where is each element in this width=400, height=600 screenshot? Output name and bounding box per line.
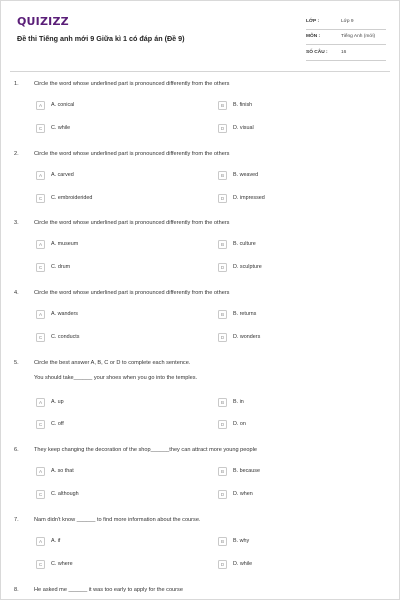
option-d[interactable] xyxy=(218,193,265,203)
option-a[interactable] xyxy=(36,100,74,110)
option-b[interactable] xyxy=(218,397,244,407)
meta-key: MÔN : xyxy=(306,34,321,40)
option-text: A. so that xyxy=(51,468,74,474)
option-text: C. where xyxy=(51,561,73,567)
option-text: B. finish xyxy=(233,102,253,108)
option-text: C. although xyxy=(51,491,79,497)
option-letter-box: D xyxy=(218,124,227,133)
option-c[interactable] xyxy=(36,123,70,133)
option-d[interactable] xyxy=(218,123,254,133)
option-b[interactable] xyxy=(218,100,252,110)
option-letter-box: A xyxy=(36,240,45,249)
option-text: D. wonders xyxy=(233,334,261,340)
question-number: 8. xyxy=(14,587,19,593)
option-text: C. while xyxy=(51,125,71,131)
option-text: B. why xyxy=(233,538,250,544)
option-letter-box: C xyxy=(36,560,45,569)
meta-value: 16 xyxy=(341,49,347,55)
option-c[interactable] xyxy=(36,332,79,342)
option-d[interactable] xyxy=(218,332,260,342)
option-letter-box: C xyxy=(36,490,45,499)
option-text: C. off xyxy=(51,421,64,427)
meta-row-class xyxy=(306,14,386,30)
meta-key: SỐ CÂU : xyxy=(306,49,328,55)
option-letter-box: D xyxy=(218,560,227,569)
question-number: 6. xyxy=(14,447,19,453)
option-text: B. culture xyxy=(233,241,256,247)
meta-key: LỚP : xyxy=(306,18,320,24)
option-text: D. when xyxy=(233,491,253,497)
option-text: D. sculpture xyxy=(233,264,262,270)
option-letter-box: C xyxy=(36,263,45,272)
option-text: D. on xyxy=(233,421,246,427)
option-letter-box: A xyxy=(36,310,45,319)
option-letter-box: B xyxy=(218,240,227,249)
option-letter-box: B xyxy=(218,537,227,546)
meta-row-count xyxy=(306,45,386,61)
option-c[interactable] xyxy=(36,262,70,272)
option-a[interactable] xyxy=(36,466,74,476)
header-divider xyxy=(10,71,390,72)
option-text: A. conical xyxy=(51,102,75,108)
option-letter-box: B xyxy=(218,101,227,110)
option-b[interactable] xyxy=(218,239,256,249)
option-b[interactable] xyxy=(218,536,249,546)
option-text: B. because xyxy=(233,468,260,474)
question-text: Circle the best answer A, B, C or D to complete each sentence. xyxy=(34,360,191,366)
question-sentence: You should take______ your shoes when you go into the temples. xyxy=(34,375,198,381)
question-number: 5. xyxy=(14,360,19,366)
option-b[interactable] xyxy=(218,170,258,180)
question-text: They keep changing the decoration of the shop______they can attract more young people xyxy=(34,447,257,453)
question-number: 4. xyxy=(14,290,19,296)
meta-table xyxy=(306,14,386,61)
option-letter-box: D xyxy=(218,263,227,272)
question-text: Circle the word whose underlined part is pronounced differently from the others xyxy=(34,290,230,296)
option-c[interactable] xyxy=(36,419,64,429)
option-d[interactable] xyxy=(218,419,246,429)
question-number: 2. xyxy=(14,151,19,157)
option-text: A. if xyxy=(51,538,61,544)
question-text: Circle the word whose underlined part is pronounced differently from the others xyxy=(34,81,230,87)
document-title: Đề thi Tiếng anh mới 9 Giữa kì 1 có đáp án (Đề 9) xyxy=(17,34,185,43)
option-letter-box: A xyxy=(36,101,45,110)
option-letter-box: C xyxy=(36,333,45,342)
option-text: C. embroiderided xyxy=(51,195,93,201)
question-text: Nam didn't know ______ to find more information about the course. xyxy=(34,517,201,523)
option-text: B. in xyxy=(233,399,244,405)
meta-value: Lớp 9 xyxy=(341,18,354,24)
quizizz-logo: QUIZIZZ xyxy=(17,15,69,28)
option-letter-box: C xyxy=(36,194,45,203)
option-d[interactable] xyxy=(218,489,253,499)
option-letter-box: A xyxy=(36,467,45,476)
option-d[interactable] xyxy=(218,262,262,272)
option-b[interactable] xyxy=(218,466,260,476)
option-text: A. up xyxy=(51,399,64,405)
option-a[interactable] xyxy=(36,239,78,249)
option-d[interactable] xyxy=(218,559,252,569)
option-text: D. impressed xyxy=(233,195,265,201)
question-number: 7. xyxy=(14,517,19,523)
option-text: A. carved xyxy=(51,172,74,178)
option-text: B. weaved xyxy=(233,172,259,178)
option-text: C. conducts xyxy=(51,334,80,340)
question-text: He asked me ______ it was too early to apply for the course xyxy=(34,587,183,593)
question-text: Circle the word whose underlined part is pronounced differently from the others xyxy=(34,151,230,157)
option-letter-box: B xyxy=(218,467,227,476)
option-a[interactable] xyxy=(36,397,64,407)
option-letter-box: B xyxy=(218,171,227,180)
question-number: 1. xyxy=(14,81,19,87)
meta-row-subject xyxy=(306,30,386,46)
option-c[interactable] xyxy=(36,193,92,203)
option-a[interactable] xyxy=(36,309,78,319)
option-letter-box: A xyxy=(36,398,45,407)
option-c[interactable] xyxy=(36,489,79,499)
option-b[interactable] xyxy=(218,309,256,319)
option-text: A. museum xyxy=(51,241,79,247)
option-letter-box: A xyxy=(36,537,45,546)
option-letter-box: D xyxy=(218,333,227,342)
option-letter-box: D xyxy=(218,194,227,203)
option-letter-box: C xyxy=(36,124,45,133)
option-text: C. drum xyxy=(51,264,71,270)
option-text: D. visual xyxy=(233,125,254,131)
option-letter-box: B xyxy=(218,398,227,407)
option-a[interactable] xyxy=(36,170,74,180)
question-number: 3. xyxy=(14,220,19,226)
meta-value: Tiếng Anh (mới) xyxy=(341,34,376,40)
option-letter-box: B xyxy=(218,310,227,319)
option-c[interactable] xyxy=(36,559,73,569)
option-text: D. while xyxy=(233,561,253,567)
option-letter-box: C xyxy=(36,420,45,429)
option-letter-box: D xyxy=(218,420,227,429)
option-text: A. wanders xyxy=(51,311,78,317)
question-text: Circle the word whose underlined part is pronounced differently from the others xyxy=(34,220,230,226)
option-text: B. returns xyxy=(233,311,257,317)
option-letter-box: D xyxy=(218,490,227,499)
option-letter-box: A xyxy=(36,171,45,180)
option-a[interactable] xyxy=(36,536,60,546)
